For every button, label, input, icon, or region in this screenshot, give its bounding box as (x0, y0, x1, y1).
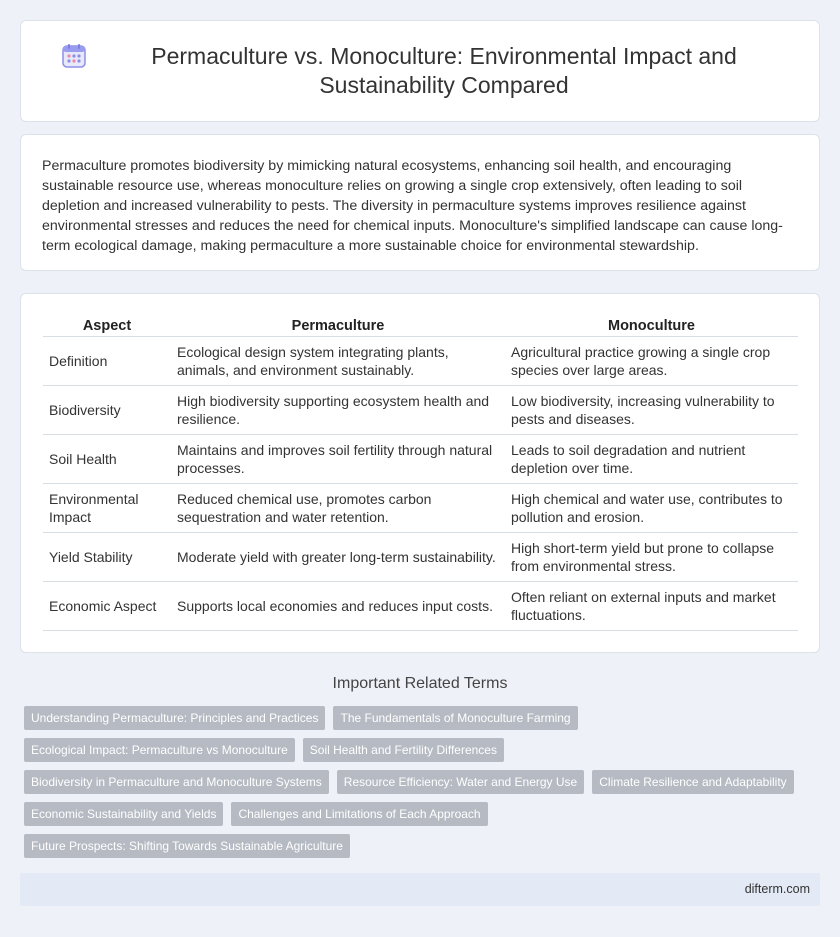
row-permaculture: Reduced chemical use, promotes carbon sequestration and water retention. (171, 484, 505, 533)
related-term-link[interactable]: Resource Efficiency: Water and Energy Use (337, 770, 584, 794)
calendar-grid-icon (61, 43, 87, 69)
page-title: Permaculture vs. Monoculture: Environmental Impact and Sustainability Compared (151, 43, 737, 98)
footer-bar (20, 873, 820, 906)
header-aspect: Aspect (43, 316, 171, 337)
related-term-link[interactable]: The Fundamentals of Monoculture Farming (333, 706, 577, 730)
tag-row (24, 738, 814, 762)
row-aspect: Economic Aspect (43, 582, 171, 631)
row-permaculture: Supports local economies and reduces input costs. (171, 582, 505, 631)
summary-card (20, 134, 820, 271)
related-term-link[interactable]: Ecological Impact: Permaculture vs Monoculture (24, 738, 295, 762)
table-row (43, 484, 798, 533)
header-monoculture: Monoculture (505, 316, 798, 337)
table-row (43, 337, 798, 386)
table-header-row (43, 316, 798, 337)
row-permaculture: Maintains and improves soil fertility through natural processes. (171, 435, 505, 484)
footer-site-link[interactable]: difterm.com (744, 882, 810, 896)
row-aspect: Definition (43, 337, 171, 386)
row-aspect: Biodiversity (43, 386, 171, 435)
table-row (43, 435, 798, 484)
header-permaculture: Permaculture (171, 316, 505, 337)
row-monoculture: Leads to soil degradation and nutrient depletion over time. (505, 435, 798, 484)
table-row (43, 533, 798, 582)
tag-row (24, 802, 814, 826)
row-monoculture: Often reliant on external inputs and market fluctuations. (505, 582, 798, 631)
row-aspect: Environmental Impact (43, 484, 171, 533)
comparison-table (43, 316, 798, 631)
row-aspect: Yield Stability (43, 533, 171, 582)
related-term-link[interactable]: Challenges and Limitations of Each Approach (231, 802, 487, 826)
row-monoculture: Low biodiversity, increasing vulnerability to pests and diseases. (505, 386, 798, 435)
related-term-link[interactable]: Economic Sustainability and Yields (24, 802, 223, 826)
related-terms-heading: Important Related Terms (332, 675, 508, 692)
tag-row (24, 706, 814, 730)
row-monoculture: High short-term yield but prone to collapse from environmental stress. (505, 533, 798, 582)
comparison-table-card (20, 293, 820, 653)
header-card (20, 20, 820, 122)
related-term-link[interactable]: Climate Resilience and Adaptability (592, 770, 793, 794)
table-row (43, 386, 798, 435)
row-permaculture: High biodiversity supporting ecosystem health and resilience. (171, 386, 505, 435)
table-row (43, 582, 798, 631)
tag-row (24, 770, 814, 794)
row-permaculture: Ecological design system integrating plants, animals, and environment sustainably. (171, 337, 505, 386)
related-term-link[interactable]: Understanding Permaculture: Principles and Practices (24, 706, 325, 730)
row-monoculture: Agricultural practice growing a single crop species over large areas. (505, 337, 798, 386)
related-term-link[interactable]: Biodiversity in Permaculture and Monoculture Systems (24, 770, 329, 794)
row-monoculture: High chemical and water use, contributes to pollution and erosion. (505, 484, 798, 533)
related-term-link[interactable]: Soil Health and Fertility Differences (303, 738, 504, 762)
row-permaculture: Moderate yield with greater long-term sustainability. (171, 533, 505, 582)
row-aspect: Soil Health (43, 435, 171, 484)
related-terms-list (24, 706, 814, 866)
related-term-link[interactable]: Future Prospects: Shifting Towards Sustainable Agriculture (24, 834, 350, 858)
tag-row (24, 834, 814, 858)
summary-paragraph: Permaculture promotes biodiversity by mimicking natural ecosystems, enhancing soil health, and encouraging sustainable resource use, whereas monoculture relies on growing a single crop extensively, often leading to soil depletion and increased vulnerability to pests. The diversity in permaculture systems improves resilience against environmental stresses and reduces the need for chemical inputs. Monoculture's simplified landscape can cause long-term ecological damage, making permaculture a more sustainable choice for environmental stewardship. (42, 158, 783, 254)
